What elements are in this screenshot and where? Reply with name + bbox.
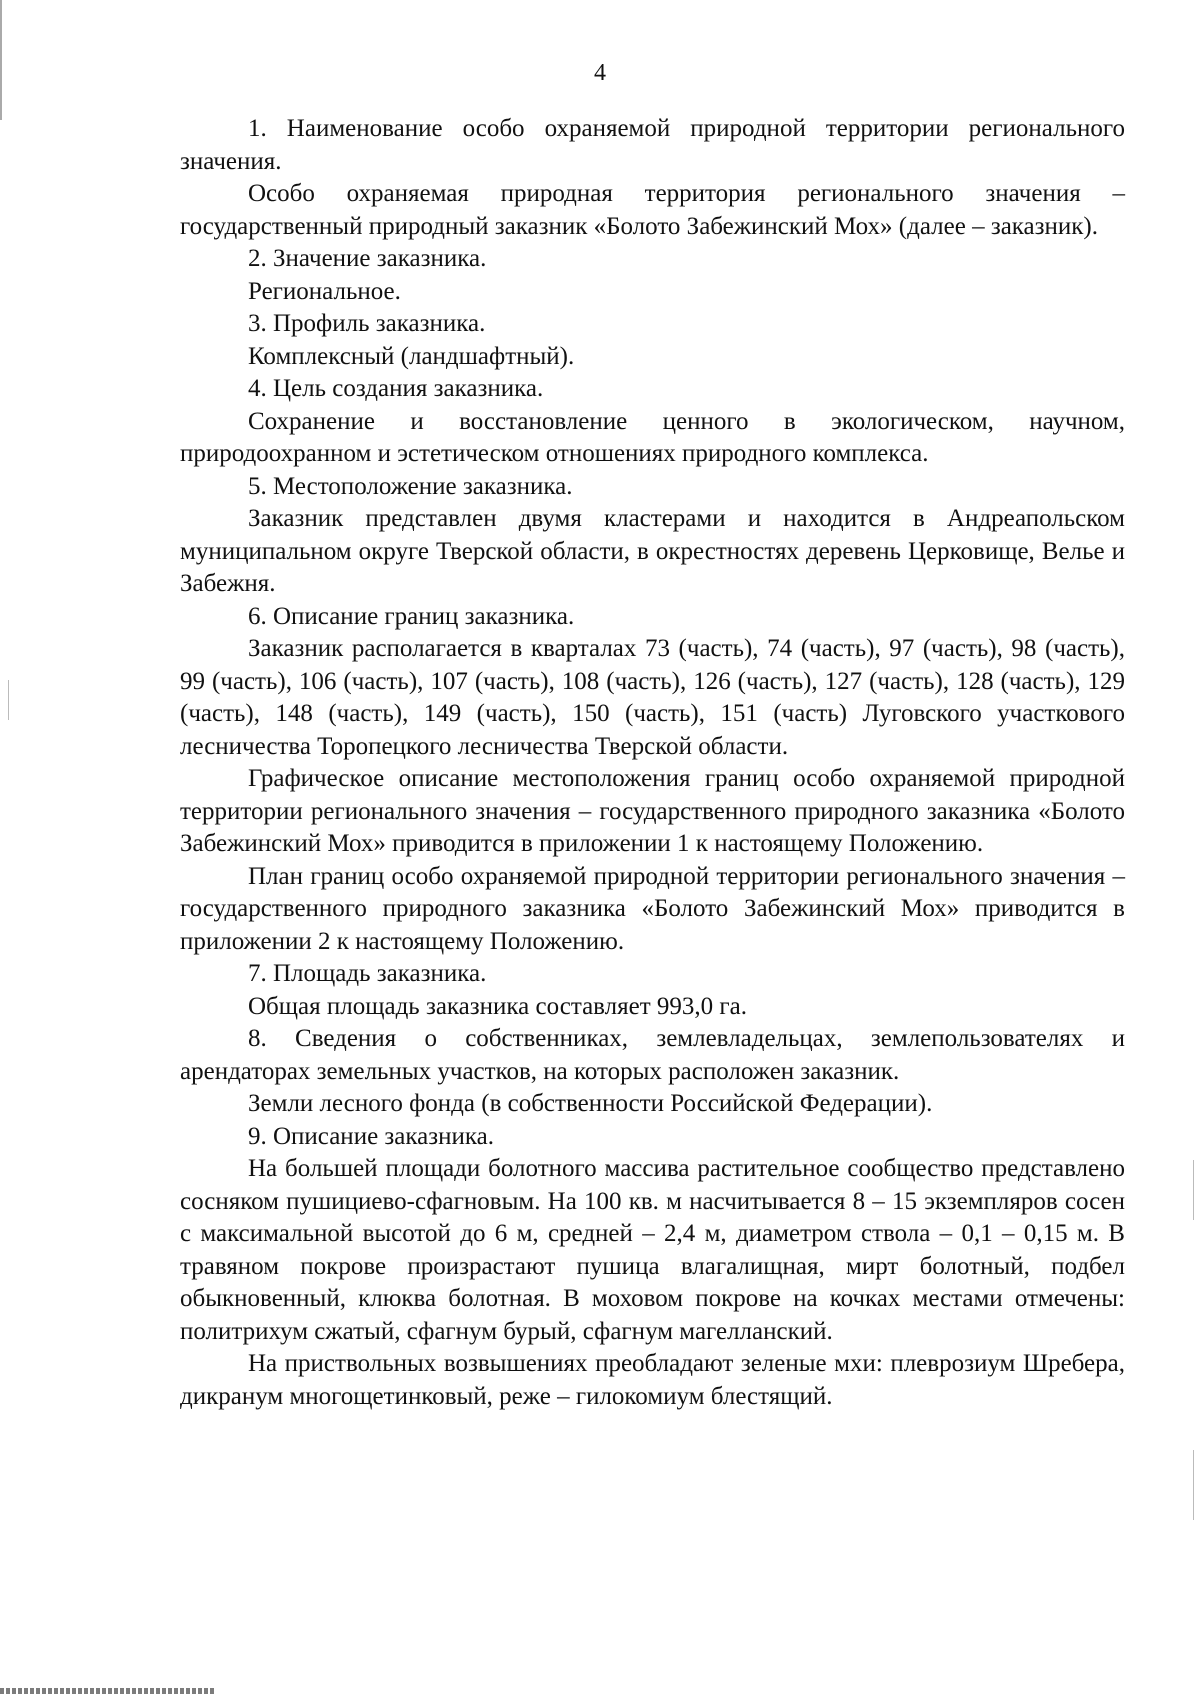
paragraph-7-heading: 7. Площадь заказника. [248,960,487,987]
paragraph-6-plan: План границ особо охраняемой природной территории регионального значения – государственного природного заказника «Болото Забежинский Мох» приводится в приложении 2 к настоящему Положению. [180,862,1125,955]
scan-bottom-strip [0,1688,215,1694]
scan-edge-mark-right [1193,1160,1194,1220]
document-body [180,113,1125,1413]
scan-edge-mark-left [0,0,2,120]
paragraph-9-text: На большей площади болотного массива растительное сообщество представлено сосняком пушициево-сфагновым. На 100 кв. м насчитывается 8 – 15 экземпляров сосен с максимальной высотой до 6 м, средней – 2,4 м, диаметром ствола – 0,1 – 0,15 м. В травяном покрове произрастают пушица влагалищная, мирт болотный, подбел обыкновенный, клюква болотная. В моховом покрове на кочках местами отмечены: политрихум сжатый, сфагнум бурый, сфагнум магелланский. [180,1155,1125,1345]
paragraph-3-heading: 3. Профиль заказника. [248,310,486,337]
paragraph-4-text: Сохранение и восстановление ценного в экологическом, научном, природоохранном и эстетическом отношениях природного комплекса. [180,407,1125,467]
scan-edge-mark-right-lower [1193,1450,1194,1520]
paragraph-2-heading: 2. Значение заказника. [248,245,487,272]
scan-edge-mark-left-lower [8,680,9,720]
paragraph-3-text: Комплексный (ландшафтный). [248,342,575,370]
paragraph-2-text: Региональное. [248,277,401,305]
paragraph-5-heading: 5. Местоположение заказника. [248,472,573,500]
paragraph-6-graphic-description: Графическое описание местоположения границ особо охраняемой природной территории регионального значения – государственного природного заказника «Болото Забежинский Мох» приводится в приложении 1 к настоящему Положению. [180,765,1125,857]
paragraph-6-text: Заказник располагается в кварталах 73 (часть), 74 (часть), 97 (часть), 98 (часть), 99 (часть), 106 (часть), 107 (часть), 108 (часть), 126 (часть), 127 (часть), 128 (часть), 129 (часть), 148 (часть), 149 (часть), 150 (часть), 151 (часть) Луговского участкового лесничества Торопецкого лесничества Тверской области. [180,635,1125,760]
paragraph-5-text: Заказник представлен двумя кластерами и находится в Андреапольском муниципальном округе Тверской области, в окрестностях деревень Церковище, Велье и Забежня. [180,505,1125,597]
paragraph-1-heading: 1. Наименование особо охраняемой природной территории регионального значения. [180,115,1125,175]
paragraph-4-heading: 4. Цель создания заказника. [248,375,544,402]
page-number: 4 [594,60,606,86]
paragraph-1-text: Особо охраняемая природная территория регионального значения – государственный природный заказник «Болото Забежинский Мох» (далее – заказник). [180,180,1125,240]
paragraph-9-text-continued: На приствольных возвышениях преобладают зеленые мхи: плеврозиум Шребера, дикранум многощетинковый, реже – гилокомиум блестящий. [180,1350,1125,1410]
paragraph-9-heading: 9. Описание заказника. [248,1122,494,1150]
paragraph-7-text: Общая площадь заказника составляет 993,0 га. [248,992,747,1020]
paragraph-8-heading: 8. Сведения о собственниках, землевладельцах, землепользователях и арендаторах земельных участков, на которых расположен заказник. [180,1025,1125,1085]
paragraph-8-text: Земли лесного фонда (в собственности Российской Федерации). [248,1090,933,1117]
paragraph-6-heading: 6. Описание границ заказника. [248,602,575,630]
